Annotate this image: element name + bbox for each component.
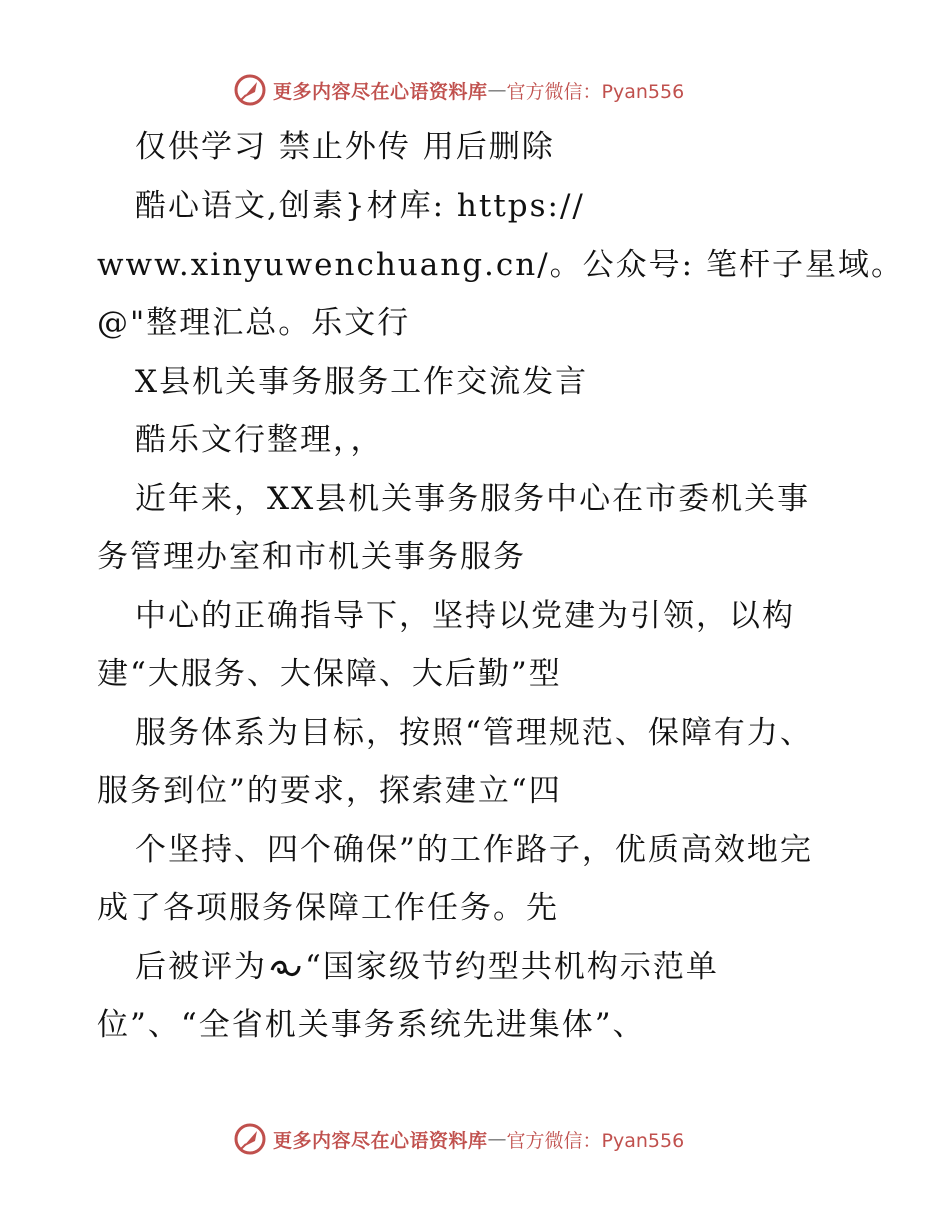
- watermark-banner-bottom: [233, 1122, 684, 1156]
- quill-logo-icon: [233, 73, 267, 107]
- watermark-contact: 官方微信：Pyan556: [506, 80, 685, 103]
- paragraph-line: 位”、“全省机关事务系统先进集体”、: [97, 1007, 646, 1043]
- watermark-text: 更多内容尽在心语资料库: [273, 1129, 488, 1152]
- paragraph-line: 个坚持、四个确保”的工作路子，优质高效地完: [135, 832, 813, 868]
- paragraph-line: 近年来，XX县机关事务服务中心在市委机关事: [135, 481, 811, 517]
- url-line: www.xinyuwenchuang.cn/。公众号: 笔杆子星域。: [97, 247, 904, 283]
- paragraph-line: 服务体系为目标，按照“管理规范、保障有力、: [135, 715, 813, 751]
- quill-logo-icon: [233, 1122, 267, 1156]
- editor-line: 酷乐文行整理，，: [135, 422, 384, 458]
- paragraph-line: [135, 947, 719, 987]
- source-line: 酷心语文,创素}材库: https://: [135, 188, 585, 224]
- watermark-text: 更多内容尽在心语资料库: [273, 80, 488, 103]
- paragraph-line: 建“大服务、大保障、大后勤”型: [97, 656, 562, 692]
- watermark-contact: 官方微信：Pyan556: [506, 1129, 685, 1152]
- paragraph-line: 服务到位”的要求，探索建立“四: [97, 773, 562, 809]
- watermark-banner-top: [233, 73, 684, 107]
- document-title: X县机关事务服务工作交流发言: [135, 364, 589, 400]
- paragraph-text: 后被评为: [135, 949, 267, 985]
- watermark-separator: —: [487, 1128, 507, 1150]
- swirl-glyph-icon: [269, 956, 303, 982]
- paragraph-line: 务管理办室和市机关事务服务: [97, 539, 526, 575]
- paragraph-line: 成了各项服务保障工作任务。先: [97, 890, 559, 926]
- paragraph-line: 中心的正确指导下，坚持以党建为引领，以构: [135, 598, 795, 634]
- paragraph-text: “国家级节约型共机构示范单: [305, 949, 719, 985]
- credit-line: @"整理汇总。乐文行: [97, 305, 411, 341]
- notice-line: 仅供学习 禁止外传 用后删除: [135, 129, 555, 165]
- watermark-separator: —: [487, 79, 507, 101]
